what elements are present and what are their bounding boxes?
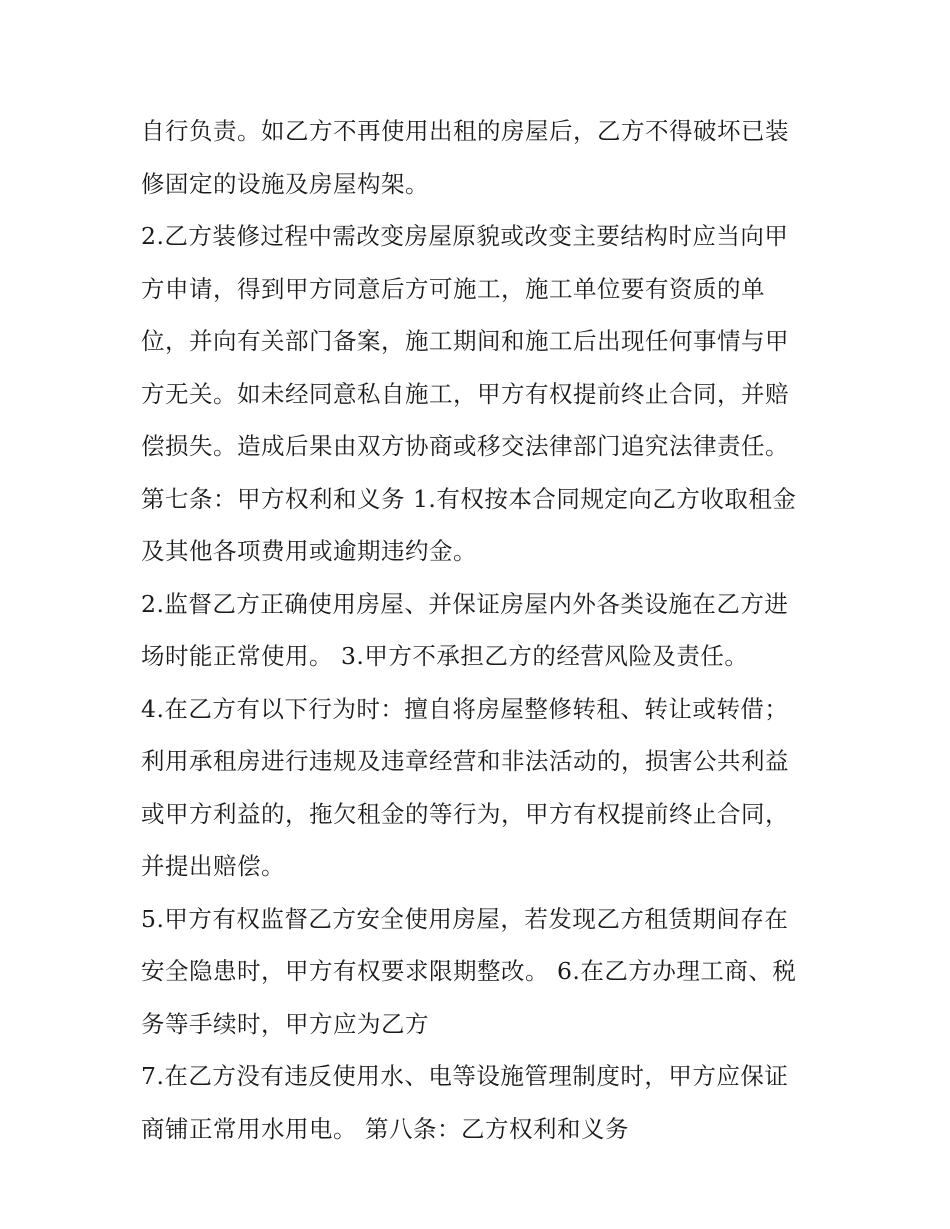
text-line: 或甲方利益的，拖欠租金的等行为，甲方有权提前终止合同， [141,799,789,828]
text-line: 安全隐患时，甲方有权要求限期整改。 6.在乙方办理工商、税 [141,957,797,985]
text-line: 位，并向有关部门备案，施工期间和施工后出现任何事情与甲 [141,327,789,355]
text-line: 2.乙方装修过程中需改变房屋原貌或改变主要结构时应当向甲 [141,222,789,250]
text-line: 商铺正常用水用电。 第八条：乙方权利和义务 [141,1114,629,1143]
text-line: 务等手续时，甲方应为乙方 [141,1009,429,1038]
text-line: 自行负责。如乙方不再使用出租的房屋后，乙方不得破坏已装 [141,117,789,145]
text-line: 场时能正常使用。 3.甲方不承担乙方的经营风险及责任。 [141,642,749,670]
text-line: 方无关。如未经同意私自施工，甲方有权提前终止合同，并赔 [141,379,789,408]
text-line: 第七条：甲方权利和义务 1.有权按本合同规定向乙方收取租金 [141,484,797,513]
text-line: 5.甲方有权监督乙方安全使用房屋，若发现乙方租赁期间存在 [141,904,789,933]
text-line: 4.在乙方有以下行为时：擅自将房屋整修转租、转让或转借； [141,694,789,723]
text-line: 方申请，得到甲方同意后方可施工，施工单位要有资质的单 [141,274,765,303]
text-line: 修固定的设施及房屋构架。 [141,169,429,198]
text-line: 利用承租房进行违规及违章经营和非法活动的，损害公共利益 [141,747,789,775]
document-body [141,105,821,1155]
text-line: 及其他各项费用或逾期违约金。 [141,537,477,565]
text-line: 并提出赔偿。 [141,852,285,880]
text-line: 2.监督乙方正确使用房屋、并保证房屋内外各类设施在乙方进 [141,589,789,618]
text-line: 7.在乙方没有违反使用水、电等设施管理制度时，甲方应保证 [141,1062,789,1090]
text-line: 偿损失。造成后果由双方协商或移交法律部门追究法律责任。 [141,432,789,460]
